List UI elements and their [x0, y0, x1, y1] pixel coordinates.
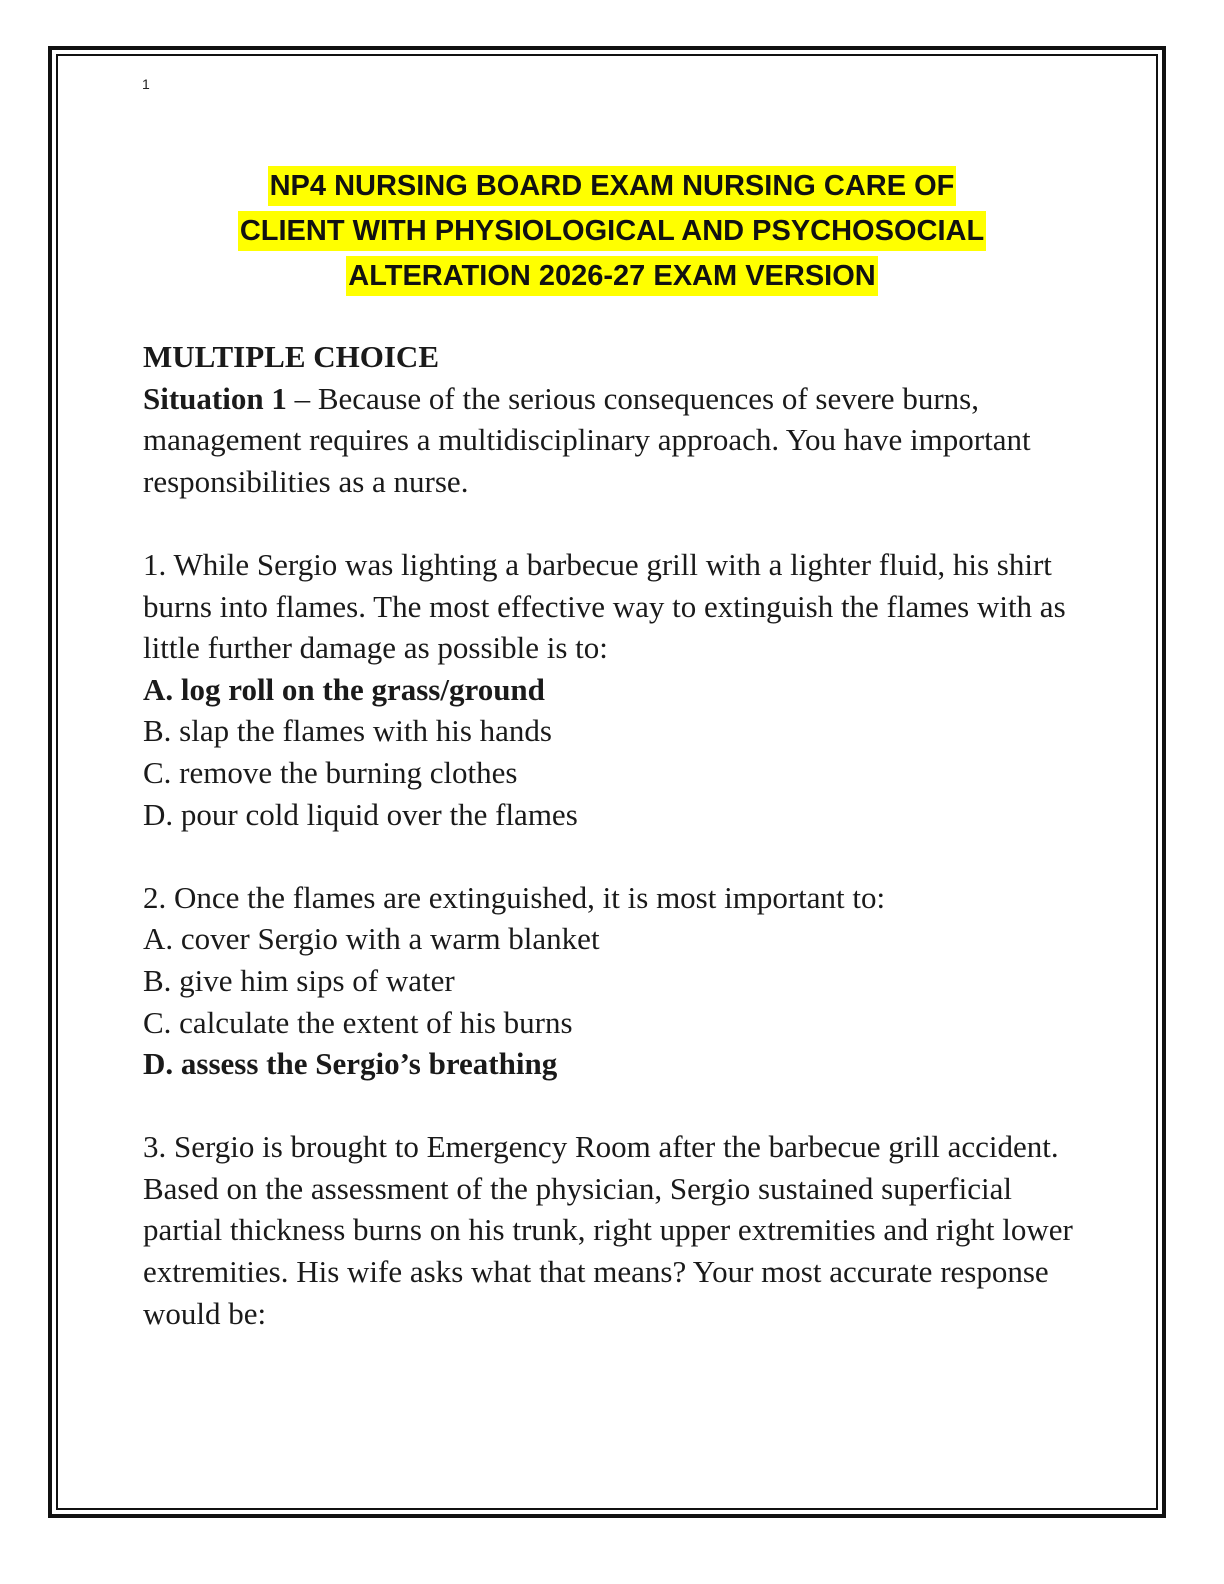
title-line-3: ALTERATION 2026-27 EXAM VERSION	[346, 256, 877, 296]
situation-label: Situation 1	[143, 380, 287, 416]
document-title	[120, 164, 1104, 299]
title-line-2: CLIENT WITH PHYSIOLOGICAL AND PSYCHOSOCIAL	[238, 211, 986, 251]
question-2-stem: 2. Once the flames are extinguished, it is most important to:	[143, 879, 886, 915]
question-2-option-d: D. assess the Sergio’s breathing	[143, 1046, 558, 1082]
question-2-option-c: C. calculate the extent of his burns	[143, 1004, 573, 1040]
question-1-stem: 1. While Sergio was lighting a barbecue grill with a lighter fluid, his shirt burns into flames. The most effective way to extinguish the flames with as little further damage as possible is to:	[143, 546, 1066, 666]
situation-paragraph	[143, 378, 1083, 503]
document-body	[143, 336, 1083, 1334]
page-number: 1	[142, 76, 150, 92]
question-1-option-a: A. log roll on the grass/ground	[143, 671, 545, 707]
question-1-option-b: B. slap the flames with his hands	[143, 713, 552, 749]
question-1-option-c: C. remove the burning clothes	[143, 754, 518, 790]
section-heading: MULTIPLE CHOICE	[143, 339, 439, 374]
question-1-option-d: D. pour cold liquid over the flames	[143, 796, 578, 832]
question-3-stem: 3. Sergio is brought to Emergency Room after the barbecue grill accident. Based on the assessment of the physician, Sergio sustained superficial partial thickness burns on his trunk, right upper extremities and right lower extremities. His wife asks what that means? Your most accurate response would be:	[143, 1129, 1073, 1331]
question-2-option-a: A. cover Sergio with a warm blanket	[143, 921, 600, 957]
situation-text: – Because of the serious consequences of severe burns, management requires a multidisciplinary approach. You have important responsibilities as a nurse.	[143, 380, 1031, 499]
question-2-option-b: B. give him sips of water	[143, 962, 455, 998]
title-line-1: NP4 NURSING BOARD EXAM NURSING CARE OF	[268, 166, 957, 206]
